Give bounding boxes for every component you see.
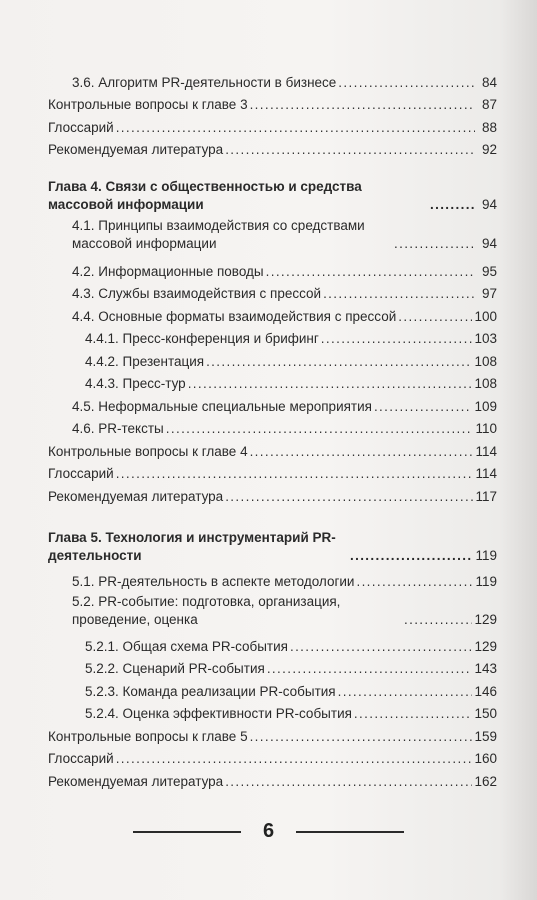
page-number: 6	[262, 820, 275, 842]
toc-entry-page: 159	[474, 728, 497, 744]
toc-entry-page: 103	[474, 331, 497, 346]
toc-entry-page: 94	[481, 236, 497, 251]
toc-entry-page: 160	[474, 751, 497, 766]
toc-entry-title: 4.6. PR-тексты	[72, 421, 164, 436]
toc-entry-title: Глоссарий	[48, 119, 114, 135]
toc-entry-page: 129	[474, 612, 497, 627]
dot-leader	[350, 547, 473, 565]
toc-entry-page: 108	[474, 376, 497, 391]
toc-entry-page: 146	[474, 683, 497, 699]
dot-leader	[116, 466, 474, 482]
toc-entry-page: 87	[481, 97, 497, 112]
toc-entry	[48, 482, 497, 505]
dot-leader	[266, 264, 475, 280]
toc-entry	[48, 722, 497, 745]
spacer	[48, 158, 497, 178]
toc-entry	[48, 593, 497, 629]
toc-entry-page: 110	[475, 421, 497, 436]
toc-entry-title: Рекомендуемая литература	[48, 488, 224, 504]
toc-entry-page: 114	[475, 443, 497, 459]
toc-entry-page: 117	[475, 488, 497, 504]
toc-entry-title: 4.4.1. Пресс-конференция и брифинг	[85, 331, 319, 346]
toc-entry-title: Глоссарий	[48, 466, 114, 481]
toc-entry	[48, 568, 497, 591]
chapter-heading	[48, 529, 497, 565]
toc-entry-title: 5.2.4. Оценка эффективности PR-события	[85, 706, 352, 721]
toc-entry-title: Рекомендуемая литература	[48, 773, 224, 789]
toc-entry	[48, 677, 497, 700]
page-footer	[0, 820, 537, 843]
toc-entry	[48, 767, 497, 790]
dot-leader	[188, 376, 473, 392]
chapter-title: Глава 4. Связи с общественностью и средства массовой информации	[48, 179, 362, 212]
toc-entry-page: 108	[474, 353, 497, 369]
toc-entry	[48, 68, 497, 91]
toc-entry-title: 5.2. PR-событие: подготовка, организация, проведение, оценка	[72, 594, 341, 627]
toc-entry-title: Рекомендуемая литература	[48, 142, 224, 157]
toc-entry-page: 92	[481, 142, 497, 157]
toc-entry-page: 119	[475, 574, 497, 589]
toc-entry-page: 84	[481, 74, 497, 90]
toc-entry-title: Контрольные вопросы к главе 4	[48, 443, 248, 459]
dot-leader	[116, 120, 475, 136]
toc-entry	[48, 655, 497, 678]
toc-entry	[48, 415, 497, 438]
dot-leader	[225, 142, 475, 158]
toc-entry-title: Глоссарий	[48, 751, 114, 766]
toc-entry-title: 4.3. Службы взаимодействия с прессой	[72, 286, 322, 301]
chapter-page: 119	[475, 547, 497, 563]
toc-entry-title: 4.1. Принципы взаимодействия со средствами массовой информации	[72, 218, 365, 251]
dot-leader	[250, 444, 474, 460]
dot-leader	[323, 286, 475, 302]
toc-entry	[48, 280, 497, 303]
dot-leader	[290, 639, 473, 655]
dot-leader	[338, 75, 475, 91]
toc-entry-title: 5.2.2. Сценарий PR-события	[85, 661, 265, 676]
dot-leader	[374, 399, 473, 415]
dot-leader	[250, 729, 473, 745]
chapter-page: 94	[481, 197, 497, 212]
dot-leader	[225, 489, 473, 505]
dot-leader	[338, 684, 473, 700]
toc-entry-page: 109	[474, 398, 497, 414]
dot-leader	[404, 611, 472, 629]
dot-leader	[206, 354, 472, 370]
toc-entry	[48, 217, 497, 253]
toc-entry-page: 162	[474, 773, 497, 789]
dot-leader	[267, 661, 473, 677]
toc-entry-title: 3.6. Алгоритм PR-деятельности в бизнесе	[72, 74, 337, 90]
dot-leader	[116, 751, 473, 767]
dot-leader	[356, 574, 473, 590]
dot-leader	[430, 196, 475, 214]
dot-leader	[394, 235, 475, 253]
dot-leader	[354, 706, 473, 722]
toc-entry	[48, 347, 497, 370]
toc-entry-title: Контрольные вопросы к главе 3	[48, 97, 248, 112]
toc-entry	[48, 325, 497, 348]
dot-leader	[321, 331, 473, 347]
toc-entry-title: 4.5. Неформальные специальные мероприятия	[72, 398, 372, 414]
dot-leader	[250, 97, 475, 113]
toc-entry	[48, 437, 497, 460]
toc-entry-page: 100	[474, 308, 497, 324]
toc-entry	[48, 392, 497, 415]
toc-entry-page: 129	[474, 638, 497, 654]
toc-entry-title: 5.2.3. Команда реализации PR-события	[85, 683, 336, 699]
toc-entry-title: Контрольные вопросы к главе 5	[48, 728, 248, 744]
toc-entry	[48, 700, 497, 723]
toc-entry	[48, 370, 497, 393]
toc-entry	[48, 302, 497, 325]
toc-entry	[48, 460, 497, 483]
toc-entry	[48, 745, 497, 768]
dot-leader	[166, 421, 474, 437]
footer-rule-left	[133, 831, 241, 833]
toc-entry-title: 4.4.2. Презентация	[85, 353, 205, 369]
toc-entry-title: 4.2. Информационные поводы	[72, 263, 264, 279]
chapter-heading	[48, 178, 497, 214]
toc-entry-page: 88	[481, 119, 497, 135]
toc-entry-page: 143	[474, 661, 497, 676]
toc-entry-title: 4.4.3. Пресс-тур	[85, 376, 186, 391]
table-of-contents	[48, 68, 497, 790]
toc-entry-title: 4.4. Основные форматы взаимодействия с прессой	[72, 308, 397, 324]
toc-entry	[48, 257, 497, 280]
dot-leader	[398, 309, 472, 325]
toc-entry-page: 97	[481, 286, 497, 301]
toc-entry	[48, 136, 497, 159]
toc-entry-page: 150	[474, 706, 497, 721]
toc-entry-title: 5.1. PR-деятельность в аспекте методологии	[72, 574, 355, 589]
toc-entry	[48, 113, 497, 136]
toc-entry-page: 95	[481, 263, 497, 279]
spacer	[48, 505, 497, 529]
toc-entry-title: 5.2.1. Общая схема PR-события	[85, 638, 288, 654]
dot-leader	[225, 774, 472, 790]
toc-entry	[48, 632, 497, 655]
chapter-title: Глава 5. Технология и инструментарий PR-деятельности	[48, 529, 336, 563]
footer-rule-right	[296, 831, 404, 833]
toc-entry	[48, 91, 497, 114]
toc-entry-page: 114	[475, 466, 497, 481]
